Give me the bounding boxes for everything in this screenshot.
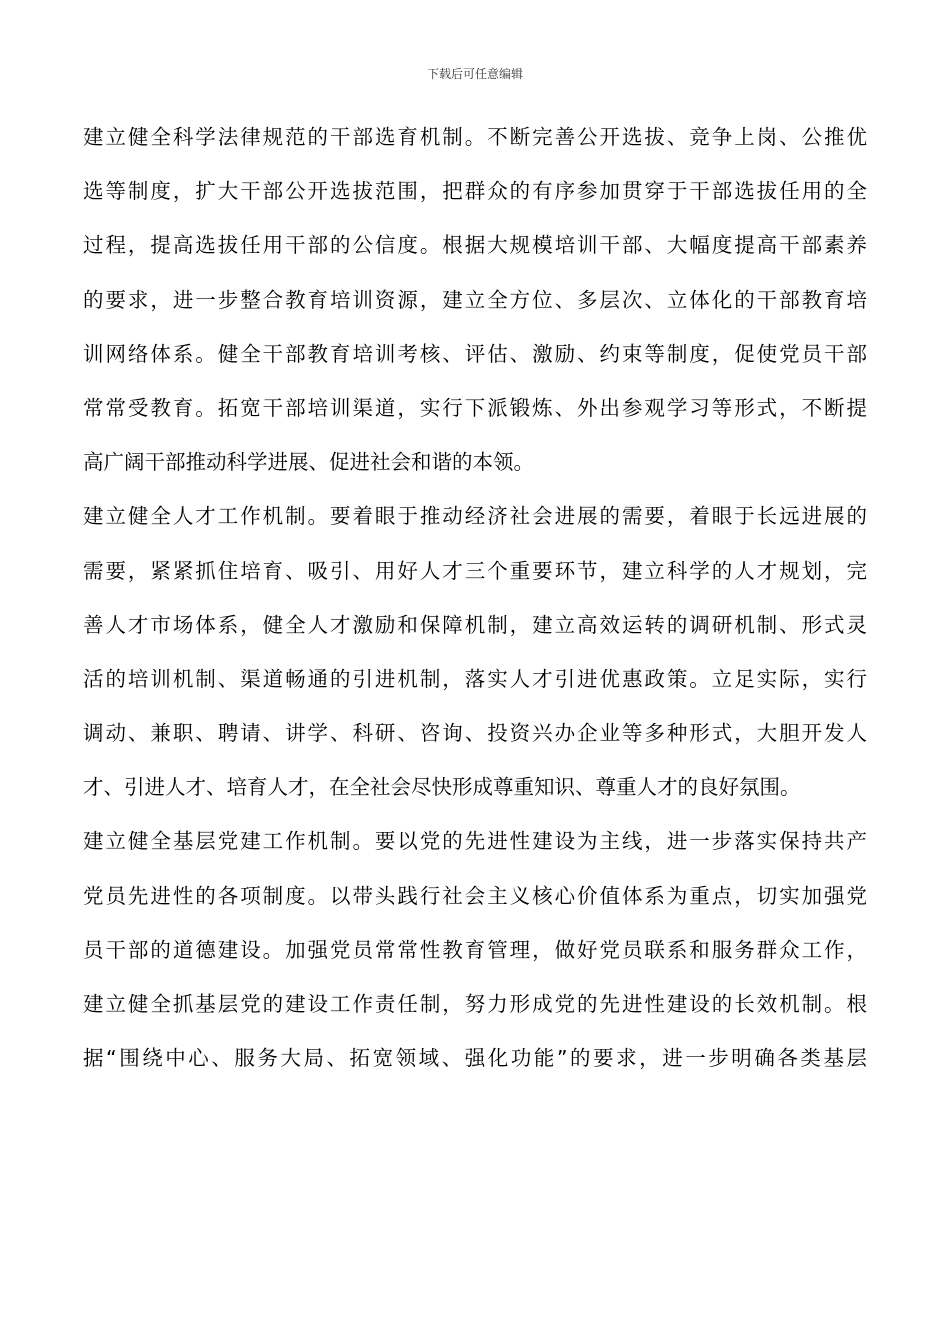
paragraph-line: 建立健全抓基层党的建设工作责任制，努力形成党的先进性建设的长效机制。根: [83, 992, 867, 1016]
paragraph-line: 过程，提高选拔任用干部的公信度。根据大规模培训干部、大幅度提高干部素养: [83, 233, 867, 258]
paragraph-talent-mechanism: [83, 497, 867, 822]
paragraph-line: 才、引进人才、培育人才，在全社会尽快形成尊重知识、尊重人才的良好氛围。: [83, 775, 801, 800]
paragraph-grassroots-party: [83, 822, 867, 1093]
paragraph-line: 常常受教育。拓宽干部培训渠道，实行下派锻炼、外出参观学习等形式，不断提: [83, 395, 867, 420]
page-header-note: 下载后可任意编辑: [426, 67, 523, 81]
paragraph-line: 训网络体系。健全干部教育培训考核、评估、激励、约束等制度，促使党员干部: [83, 341, 867, 366]
paragraph-line: 员干部的道德建设。加强党员常常性教育管理，做好党员联系和服务群众工作，: [83, 937, 867, 962]
paragraph-line: 建立健全科学法律规范的干部选育机制。不断完善公开选拔、竞争上岗、公推优: [83, 125, 867, 149]
paragraph-line: 建立健全基层党建工作机制。要以党的先进性建设为主线，进一步落实保持共产: [83, 829, 867, 854]
document-body: [83, 118, 867, 1093]
paragraph-line: 需要，紧紧抓住培育、吸引、用好人才三个重要环节，建立科学的人才规划，完: [83, 558, 867, 583]
paragraph-line: 善人才市场体系，健全人才激励和保障机制，建立高效运转的调研机制、形式灵: [83, 612, 867, 637]
paragraph-line: 建立健全人才工作机制。要着眼于推动经济社会进展的需要，着眼于长远进展的: [83, 504, 867, 529]
paragraph-line: 高广阔干部推动科学进展、促进社会和谐的本领。: [83, 450, 534, 475]
paragraph-line: 党员先进性的各项制度。以带头践行社会主义核心价值体系为重点，切实加强党: [83, 883, 867, 908]
paragraph-line: 选等制度，扩大干部公开选拔范围，把群众的有序参加贯穿于干部选拔任用的全: [83, 179, 867, 204]
paragraph-line: 调动、兼职、聘请、讲学、科研、咨询、投资兴办企业等多种形式，大胆开发人: [83, 721, 867, 746]
paragraph-line: 活的培训机制、渠道畅通的引进机制，落实人才引进优惠政策。立足实际，实行: [83, 666, 867, 691]
paragraph-cadre-selection: [83, 118, 867, 497]
paragraph-line: 的要求，进一步整合教育培训资源，建立全方位、多层次、立体化的干部教育培: [83, 287, 867, 312]
paragraph-line: 据“围绕中心、服务大局、拓宽领域、强化功能”的要求，进一步明确各类基层: [83, 1046, 867, 1071]
